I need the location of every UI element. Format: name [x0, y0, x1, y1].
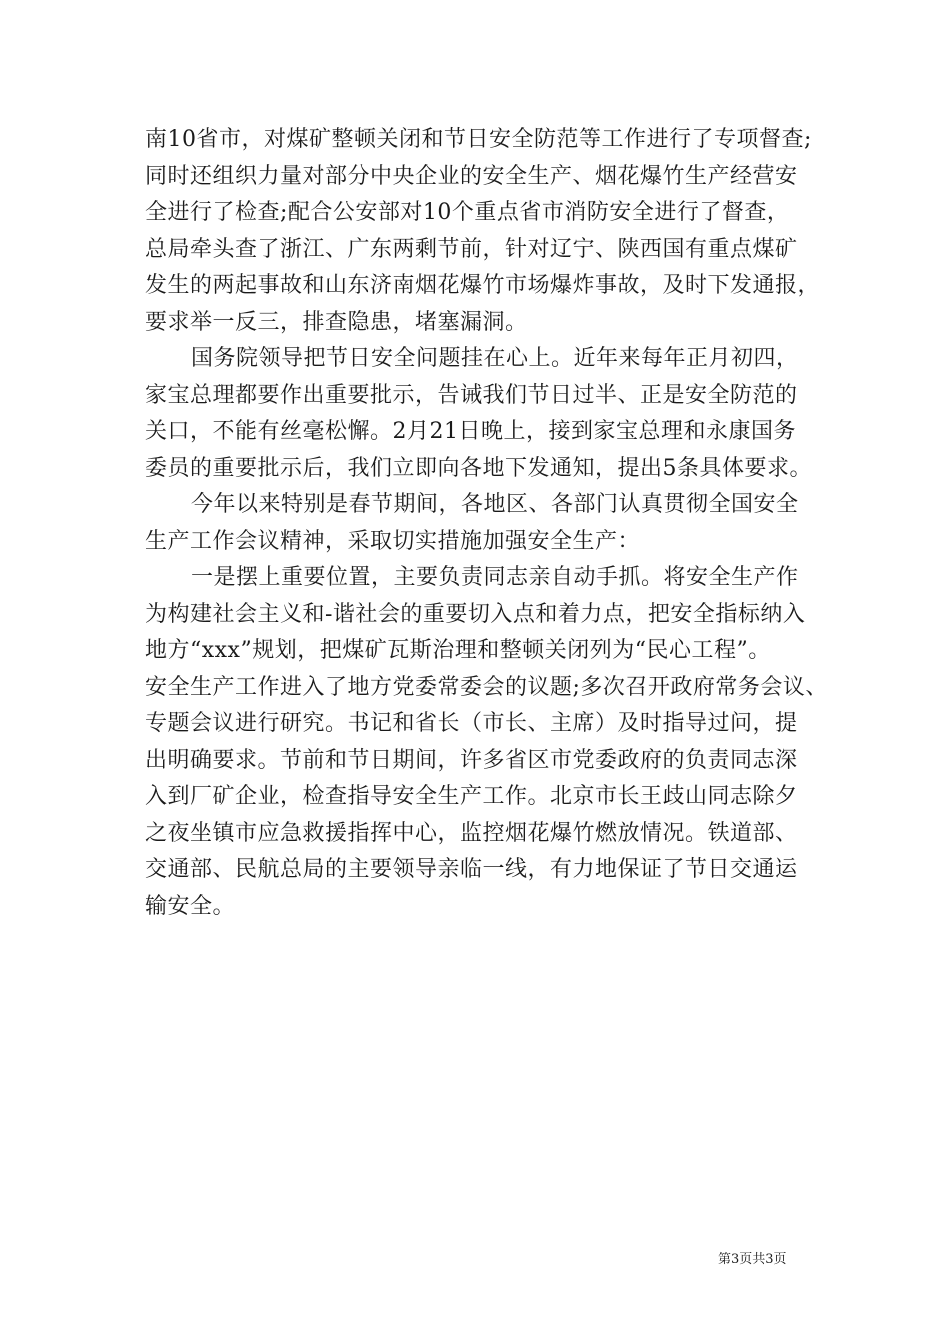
text-line: 全进行了检查;配合公安部对10个重点省市消防安全进行了督查，	[145, 200, 790, 225]
text-line: 专题会议进行研究。书记和省长（市长、主席）及时指导过问，提	[145, 711, 798, 736]
paragraph-first-line: 国务院领导把节日安全问题挂在心上。近年来每年正月初四，	[191, 346, 799, 371]
paragraph-first-line: 今年以来特别是春节期间，各地区、各部门认真贯彻全国安全	[191, 492, 799, 517]
text-line: 要求举一反三，排查隐患，堵塞漏洞。	[145, 309, 528, 335]
text-line: 南10省市，对煤矿整顿关闭和节日安全防范等工作进行了专项督查;	[145, 127, 812, 152]
document-body	[145, 122, 828, 925]
text-line: 关口，不能有丝毫松懈。2月21日晚上，接到家宝总理和永康国务	[145, 419, 796, 444]
text-line: 总局牵头查了浙江、广东两剩节前，针对辽宁、陕西国有重点煤矿	[145, 236, 798, 262]
text-line: 之夜坐镇市应急救援指挥中心，监控烟花爆竹燃放情况。铁道部、	[145, 820, 798, 846]
paragraph-first-line: 一是摆上重要位置，主要负责同志亲自动手抓。将安全生产作	[191, 565, 799, 590]
page-number-footer: 第3页共3页	[718, 1252, 787, 1267]
text-line: 出明确要求。节前和节日期间，许多省区市党委政府的负责同志深	[145, 747, 798, 773]
text-line: 生产工作会议精神，采取切实措施加强安全生产：	[145, 528, 641, 554]
text-line: 同时还组织力量对部分中央企业的安全生产、烟花爆竹生产经营安	[145, 163, 798, 189]
text-line: 入到厂矿企业，检查指导安全生产工作。北京市长王歧山同志除夕	[145, 784, 798, 809]
text-line: 输安全。	[145, 893, 236, 919]
text-line: 发生的两起事故和山东济南烟花爆竹市场爆炸事故，及时下发通报，	[145, 273, 821, 298]
text-line: 安全生产工作进入了地方党委常委会的议题;多次召开政府常务会议、	[145, 674, 828, 700]
text-line: 地方“xxx”规划，把煤矿瓦斯治理和整顿关闭列为“民心工程”。	[145, 638, 771, 663]
text-line: 家宝总理都要作出重要批示，告诫我们节日过半、正是安全防范的	[145, 382, 798, 408]
text-line: 为构建社会主义和-谐社会的重要切入点和着力点，把安全指标纳入	[145, 601, 806, 627]
text-line: 委员的重要批示后，我们立即向各地下发通知，提出5条具体要求。	[145, 455, 812, 481]
text-line: 交通部、民航总局的主要领导亲临一线，有力地保证了节日交通运	[145, 857, 798, 882]
